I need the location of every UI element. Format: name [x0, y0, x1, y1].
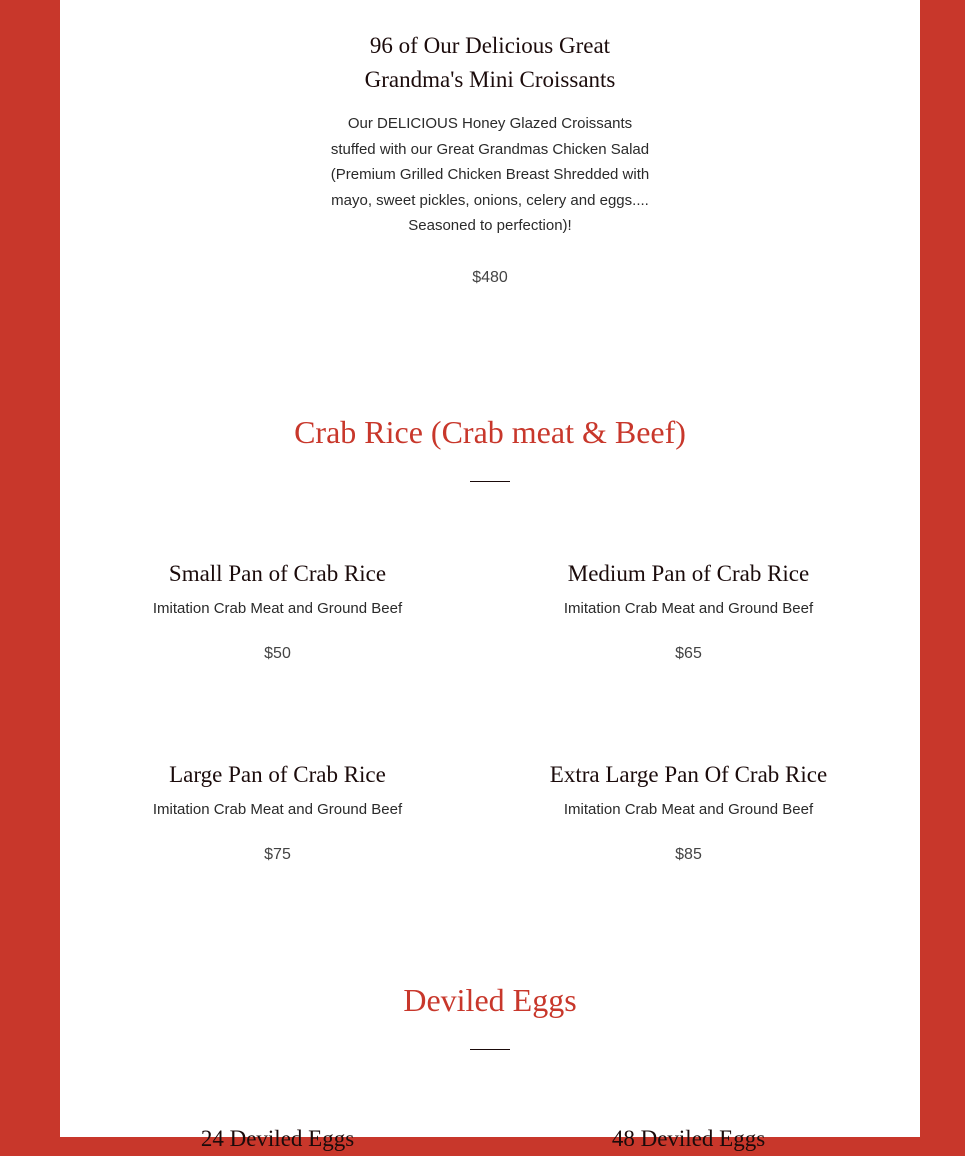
section-title-deviled-eggs: Deviled Eggs [403, 982, 577, 1018]
menu-item-price: $50 [264, 644, 291, 662]
menu-item-description: Imitation Crab Meat and Ground Beef [563, 801, 814, 818]
menu-item-medium-crab-rice [531, 557, 846, 663]
menu-page [60, 0, 920, 1151]
menu-item-description: Our DELICIOUS Honey Glazed Croissants stuffed with our Great Grandmas Chicken Salad (Premium Grilled Chicken Breast Shredded with mayo, sweet pickles, onions, celery and eggs.... Seasoned to perfection)! [330, 115, 650, 235]
menu-item-croissants [330, 29, 650, 287]
menu-item-price: $85 [675, 845, 702, 863]
menu-item-price: $65 [675, 644, 702, 662]
menu-item-description: Imitation Crab Meat and Ground Beef [152, 600, 403, 617]
menu-item-48-deviled-eggs [531, 1122, 846, 1156]
menu-item-title: 48 Deviled Eggs [611, 1126, 766, 1151]
menu-item-title: Small Pan of Crab Rice [168, 561, 387, 586]
menu-item-description: Imitation Crab Meat and Ground Beef [152, 801, 403, 818]
menu-item-small-crab-rice [120, 557, 435, 663]
menu-item-large-crab-rice [120, 758, 435, 864]
menu-item-title: 24 Deviled Eggs [200, 1126, 355, 1151]
menu-item-title: Extra Large Pan Of Crab Rice [549, 762, 828, 787]
menu-item-title: Medium Pan of Crab Rice [567, 561, 810, 586]
menu-item-extra-large-crab-rice [531, 758, 846, 864]
menu-item-description: Imitation Crab Meat and Ground Beef [563, 600, 814, 617]
section-divider [470, 481, 510, 482]
menu-item-24-deviled-eggs [120, 1122, 435, 1156]
menu-item-price: $480 [472, 268, 508, 286]
section-title-crab-rice: Crab Rice (Crab meat & Beef) [294, 414, 686, 450]
menu-item-title: 96 of Our Delicious Great Grandma's Mini Croissants [364, 33, 616, 92]
menu-item-title: Large Pan of Crab Rice [169, 762, 386, 787]
section-divider [470, 1049, 510, 1050]
menu-item-price: $75 [264, 845, 291, 863]
